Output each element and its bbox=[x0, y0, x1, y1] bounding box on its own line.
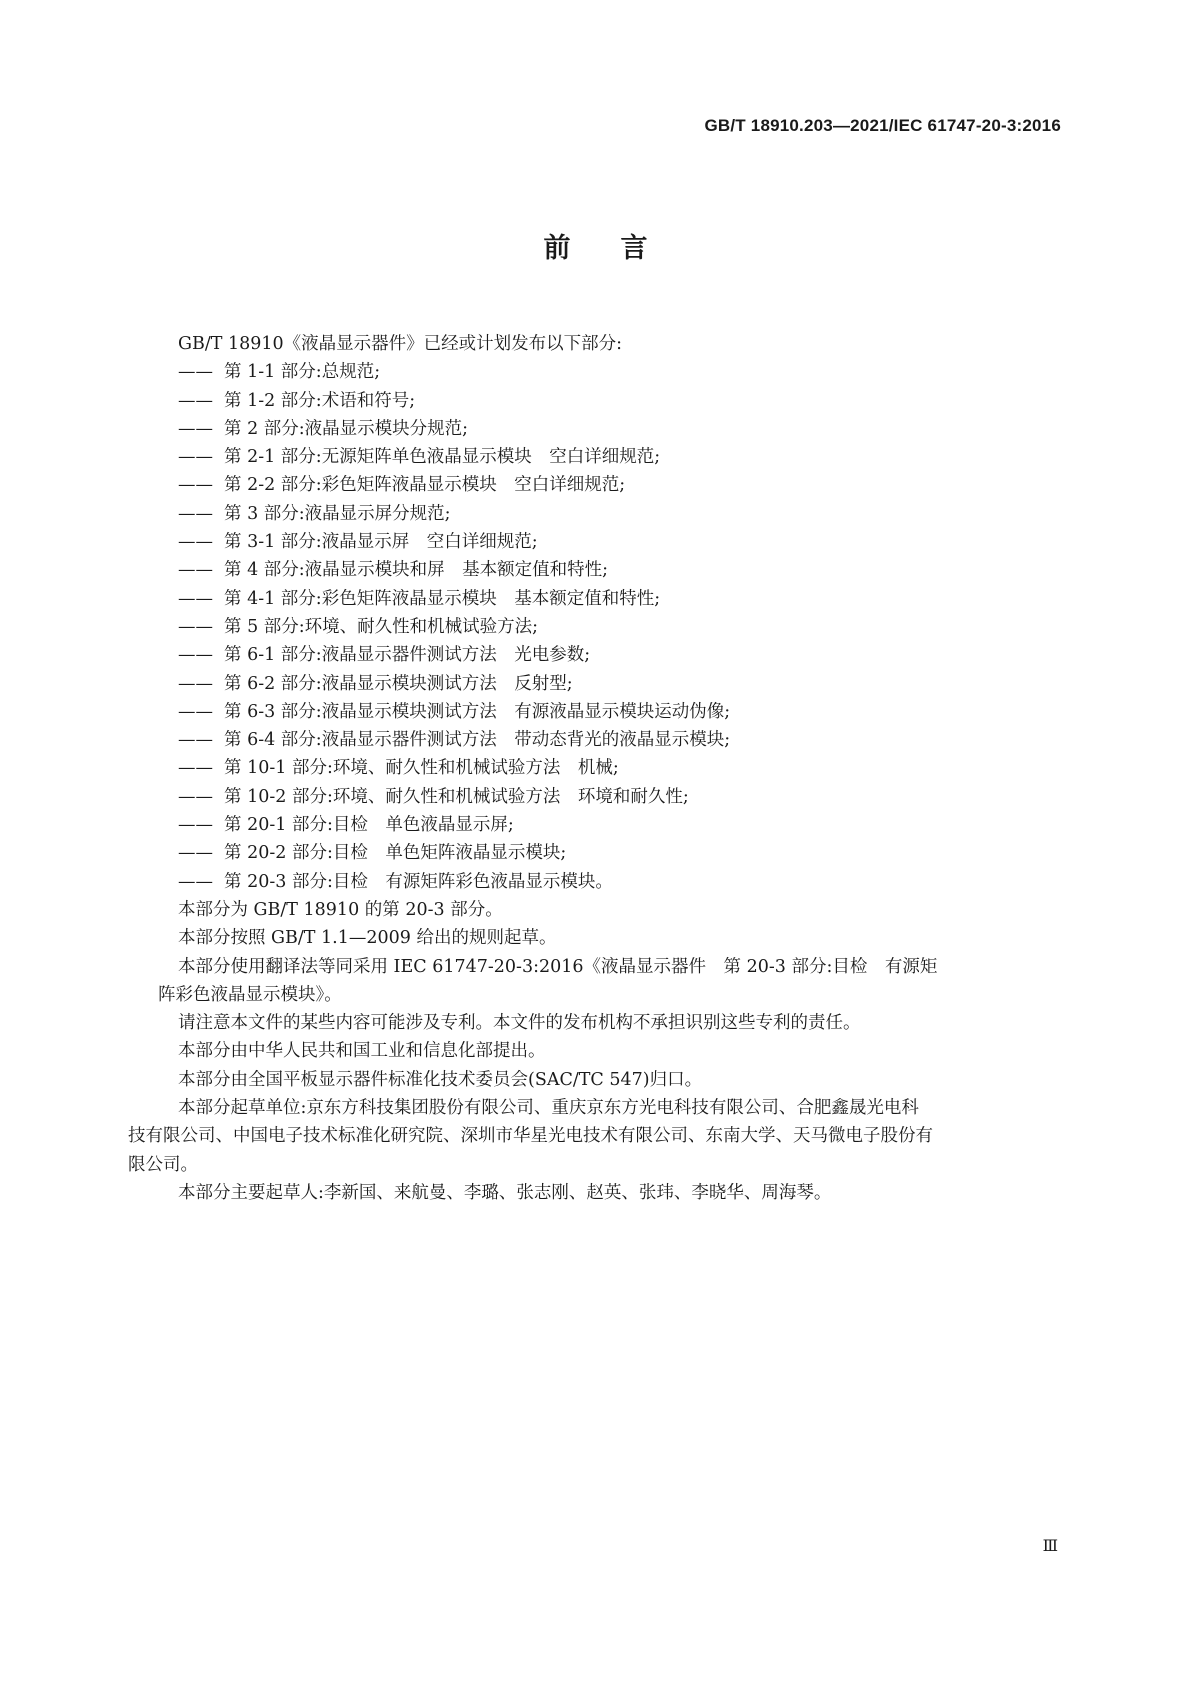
em-dash: —— bbox=[178, 560, 213, 581]
list-item bbox=[168, 811, 1058, 839]
part-text: 第 5 部分:环境、耐久性和机械试验方法; bbox=[224, 616, 539, 637]
list-item bbox=[168, 528, 1058, 556]
part-text: 第 3-1 部分:液晶显示屏 空白详细规范; bbox=[224, 532, 538, 553]
em-dash: —— bbox=[178, 701, 213, 722]
part-text: 第 10-2 部分:环境、耐久性和机械试验方法 环境和耐久性; bbox=[224, 786, 689, 807]
paragraph-centralized: 本部分由全国平板显示器件标准化技术委员会(SAC/TC 547)归口。 bbox=[178, 1069, 703, 1090]
part-text: 第 4-1 部分:彩色矩阵液晶显示模块 基本额定值和特性; bbox=[224, 588, 661, 609]
part-text: 第 2 部分:液晶显示模块分规范; bbox=[224, 418, 469, 439]
standard-number: GB/T 18910.203—2021/IEC 61747-20-3:2016 bbox=[704, 116, 1061, 135]
page-title-left: 前 bbox=[543, 233, 571, 264]
part-text: 第 2-2 部分:彩色矩阵液晶显示模块 空白详细规范; bbox=[224, 475, 626, 496]
list-item bbox=[168, 387, 1058, 415]
em-dash: —— bbox=[178, 645, 213, 666]
list-item bbox=[168, 670, 1058, 698]
list-item bbox=[168, 641, 1058, 669]
em-dash: —— bbox=[178, 503, 213, 524]
list-item bbox=[168, 868, 1058, 896]
part-text: 第 6-2 部分:液晶显示模块测试方法 反射型; bbox=[224, 673, 573, 694]
em-dash: —— bbox=[178, 362, 213, 383]
em-dash: —— bbox=[178, 418, 213, 439]
em-dash: —— bbox=[178, 616, 213, 637]
em-dash: —— bbox=[178, 532, 213, 553]
page-number: Ⅲ bbox=[1042, 1536, 1058, 1555]
list-item bbox=[168, 613, 1058, 641]
em-dash: —— bbox=[178, 447, 213, 468]
foreword-body bbox=[128, 330, 1058, 1207]
list-item bbox=[168, 698, 1058, 726]
list-item bbox=[168, 415, 1058, 443]
paragraph-units-line-2: 技有限公司、中国电子技术标准化研究院、深圳市华星光电技术有限公司、东南大学、天马微电子股份有 bbox=[128, 1126, 933, 1147]
page-title-right: 言 bbox=[620, 233, 648, 264]
list-item bbox=[168, 783, 1058, 811]
page-title bbox=[0, 226, 1191, 265]
part-text: 第 6-3 部分:液晶显示模块测试方法 有源液晶显示模块运动伪像; bbox=[224, 701, 731, 722]
list-item bbox=[168, 500, 1058, 528]
paragraph-translation-line-1: 本部分使用翻译法等同采用 IEC 61747-20-3:2016《液晶显示器件 第 20-3 部分:目检 有源矩 bbox=[178, 956, 938, 977]
part-text: 第 6-4 部分:液晶显示器件测试方法 带动态背光的液晶显示模块; bbox=[224, 730, 731, 751]
paragraph-part-of: 本部分为 GB/T 18910 的第 20-3 部分。 bbox=[178, 899, 503, 920]
part-text: 第 20-2 部分:目检 单色矩阵液晶显示模块; bbox=[224, 843, 567, 864]
paragraph-drafters: 本部分主要起草人:李新国、来航曼、李璐、张志刚、赵英、张玮、李晓华、周海琴。 bbox=[178, 1182, 832, 1203]
em-dash: —— bbox=[178, 843, 213, 864]
list-item bbox=[168, 585, 1058, 613]
list-item bbox=[168, 726, 1058, 754]
part-text: 第 6-1 部分:液晶显示器件测试方法 光电参数; bbox=[224, 645, 591, 666]
part-text: 第 20-1 部分:目检 单色液晶显示屏; bbox=[224, 815, 514, 836]
paragraph-patent: 请注意本文件的某些内容可能涉及专利。本文件的发布机构不承担识别这些专利的责任。 bbox=[178, 1013, 861, 1034]
em-dash: —— bbox=[178, 730, 213, 751]
part-text: 第 1-2 部分:术语和符号; bbox=[224, 390, 416, 411]
parts-list bbox=[168, 358, 1058, 896]
paragraph-units-line-1: 本部分起草单位:京东方科技集团股份有限公司、重庆京东方光电科技有限公司、合肥鑫晟光电科 bbox=[178, 1098, 919, 1119]
em-dash: —— bbox=[178, 815, 213, 836]
foreword-intro: GB/T 18910《液晶显示器件》已经或计划发布以下部分: bbox=[178, 334, 623, 354]
paragraph-drafting-rules: 本部分按照 GB/T 1.1—2009 给出的规则起草。 bbox=[178, 928, 557, 949]
paragraph-translation-line-2: 阵彩色液晶显示模块》。 bbox=[158, 984, 342, 1005]
part-text: 第 1-1 部分:总规范; bbox=[224, 362, 381, 383]
paragraph-proposed: 本部分由中华人民共和国工业和信息化部提出。 bbox=[178, 1041, 546, 1062]
list-item bbox=[168, 556, 1058, 584]
list-item bbox=[168, 443, 1058, 471]
part-text: 第 3 部分:液晶显示屏分规范; bbox=[224, 503, 451, 524]
part-text: 第 2-1 部分:无源矩阵单色液晶显示模块 空白详细规范; bbox=[224, 447, 661, 468]
em-dash: —— bbox=[178, 673, 213, 694]
em-dash: —— bbox=[178, 786, 213, 807]
em-dash: —— bbox=[178, 588, 213, 609]
part-text: 第 4 部分:液晶显示模块和屏 基本额定值和特性; bbox=[224, 560, 609, 581]
list-item bbox=[168, 754, 1058, 782]
part-text: 第 10-1 部分:环境、耐久性和机械试验方法 机械; bbox=[224, 758, 619, 779]
em-dash: —— bbox=[178, 390, 213, 411]
em-dash: —— bbox=[178, 871, 213, 892]
em-dash: —— bbox=[178, 758, 213, 779]
list-item bbox=[168, 471, 1058, 499]
paragraph-units-line-3: 限公司。 bbox=[128, 1154, 198, 1175]
em-dash: —— bbox=[178, 475, 213, 496]
list-item bbox=[168, 839, 1058, 867]
list-item bbox=[168, 358, 1058, 386]
part-text: 第 20-3 部分:目检 有源矩阵彩色液晶显示模块。 bbox=[224, 871, 613, 892]
